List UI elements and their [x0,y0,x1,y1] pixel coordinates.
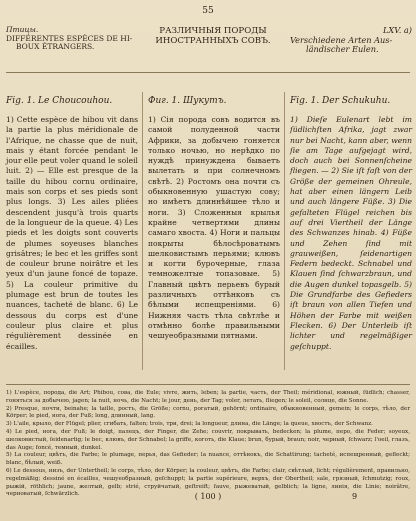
footer-page-marker: ( 100 ) [194,492,222,501]
footnote: 2) Presque, почти, beinahe; la taille, ростъ, die Größe; cornu, рогатый, gehörnt; ordinaire, обыкновенный, gemein; le corps, тѣло, der Körper; le pied, нога, der Fuß; long, длинный, lang. [6,405,410,420]
figure-caption-russian: Фиг. 1. Шукутъ. [148,96,227,106]
footnote: 5) La couleur, цвѣтъ, die Farbe; le plumage, перья, das Gefieder; la nuance, оттѣнокъ, die Schattirung; tacheté, испещренный, gefleckt; blanc, бѣлый, weiß. [6,452,410,467]
signature-mark: 9 [352,492,358,501]
column-divider [284,92,285,370]
header-russian-line2: ИНОСТРАННЫХЪ СОВЪ. [155,36,271,46]
header-russian [150,26,276,46]
footnotes [6,390,410,499]
header-german [290,26,412,55]
figure-caption-german: Fig. 1. Der Schukuhu. [290,96,391,106]
footnote: 4) Le pied, нога, der Fuß; le doigt, палецъ, der Finger, die Zehe; couvrir, покрывать, bedecken; la plume, перо, die Feder; soyeux, шелковистый, ſeidenartig; le bec, клювъ, der Schnabel; la griffe, коготь, die Klaue; brun, бурый, braun; noir, черный, ſchwarz; l'oeil, глазъ, das Auge; foncé, темный, dunkel. [6,428,410,451]
header-german-line2: Verschiedene Arten Aus- [290,34,393,45]
footnote: 6) Le dessous, низъ, der Untertheil; le corps, тѣло, der Körper; la couleur, цвѣтъ, die Farbe; clair, свѣтлый, licht; régulièrement, правильно, regelmäßig; dessiné en écailles, чешуеобразный, geſchuppt; la partie supérieure, верхъ, der Obertheil; sale, грязный, ſchmutzig; roux, рыжій, röthlich; jaune, желтый, gelb; strié, струйчатый, geſtreift; fauve, рыжеватый, gelblich; la ligne, линія, die Linie; noirâtre, черноватый, ſchwärzlich. [6,467,410,498]
footnote: 1) L'espèce, порода, die Art; Phibou, сова, die Eule; vivre, жить, leben; la partie, часть, der Theil; méridional, южный, ſüdlich; chasser, гоняться за добычею, jagen; la nuit, ночь, die Nacht; le jour, день, der Tag; voler, летать, fliegen; le soleil, солнце, die Sonne. [6,390,410,404]
header-french [6,26,138,52]
header-french-line1: Птицы. [6,25,39,34]
page-number: 55 [202,6,214,16]
header-german-line3: ländischer Eulen. [306,44,379,55]
header-rule [6,72,410,73]
notes-rule [6,384,410,385]
body-russian: 1) Сія порода совъ водится въ самой полуденной части Африки, за добычею гоняется только ночью, но нерѣдко по нуждѣ принуждена бываетъ вылетать и при солнечномъ свѣтѣ. 2) Ростомъ она почти съ обыкновенную ушастую сову; но имѣетъ длиннѣйшее тѣло и ноги. 3) Сложенныя крылья крайне четвертями длины самаго хвоста. 4) Ноги и пальцы покрыты бѣлосѣроватымъ шелковистымъ перьями; клювъ и когти бурочерные, глаза темножелтые топазовые. 5) Главный цвѣтъ перьевъ бурый различныхъ оттѣнковъ съ бѣлыми испещреніями. 6) Нижняя часть тѣла свѣтлѣе и отмѣнно болѣе правильными чешуеобразными пятнами. [148,115,280,341]
column-divider [142,92,143,370]
header-russian-line1: РАЗЛИЧНЫЯ ПОРОДЫ [159,26,267,36]
header-german-line1: LXV. a) [382,25,412,35]
header-french-line3: BOUX ÉTRANGERS. [16,42,95,51]
header-french-line2: DIFFÉRENTES ESPÈCES DE HI- [6,33,133,43]
body-french: 1) Cette espèce de hibou vit dans la partie la plus méridionale de l'Afrique, ne chasse que de nuit, mais y étant forcée pendant le jour elle peut voler quand le soleil luit. 2) — Elle est presque de la taille du hibou cornu ordinaire, mais son corps et ses pieds sont plus longs. 3) Les ailes pliées descendent jusqu'à trois quarts de la longueur de la queue. 4) Les pieds et les doigts sont couverts de plumes soyeuses blanches grisâtres; le bec et les griffes sont de couleur brune noirâtre et les yeux d'un jaune foncé de topaze. 5) La couleur primitive du plumage est brun de toutes les nuances, tacheté de blanc. 6) Le dessous du corps est d'une couleur plus claire et plus régulièrement dessinée en écailles. [6,115,138,351]
body-german: 1) Dieſe Eulenart lebt im ſüdlichſten Afrika, jagt zwar nur bei Nacht, kann aber, wenn ſie am Tage aufgejagt wird, doch auch bei Sonnenſcheine fliegen. — 2) Sie iſt faſt von der Größe der gemeinen Ohreule, hat aber einen längern Leib und auch längere Füße. 3) Die gefalteten Flügel reichen bis auf drei Viertheil der Länge des Schwanzes hinab. 4) Füße und Zehen ſind mit grauweißen, ſeidenartigen Federn bedeckt. Schnabel und Klauen ſind ſchwarzbraun, und die Augen dunkel topasgelb. 5) Die Grundfarbe des Gefieders iſt braun von allen Tiefen und Höhen der Farbe mit weißen Flecken. 6) Der Unterleib iſt lichter und regelmäßiger geſchuppt. [290,115,412,351]
footnote: 3) L'aile, крыло, der Flügel; plier, сгибать, falten; trois, три, drei; la longueur, длина, die Länge; la queue, хвостъ, der Schwanz. [6,421,373,428]
figure-caption-french: Fig. 1. Le Choucouhou. [6,96,113,106]
